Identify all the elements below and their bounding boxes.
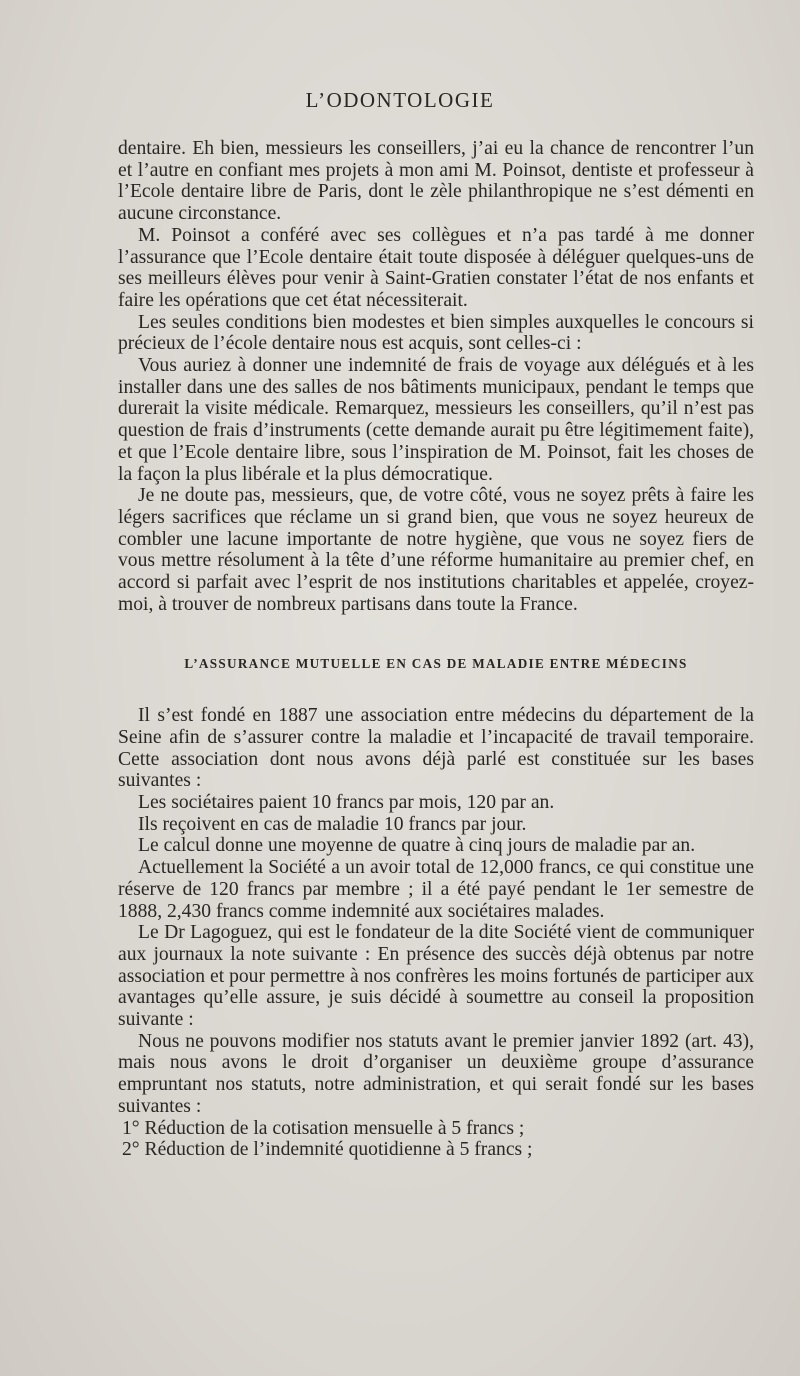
section-title: L’ASSURANCE MUTUELLE EN CAS DE MALADIE ENTRE MÉDECINS <box>184 656 688 672</box>
paragraph: Les seules conditions bien modestes et bien simples auxquelles le concours si précieux de l’école dentaire nous est acquis, sont celles-ci : <box>118 311 754 355</box>
section-spacer <box>118 675 754 705</box>
paragraph: Vous auriez à donner une indemnité de frais de voyage aux délégués et à les installer dans une des salles de nos bâtiments municipaux, pendant le temps que durerait la visite médicale. Remarquez, messieurs les conseillers, qu’il n’est pas question de frais d’instruments (cette demande aurait pu être légitimement faite), et que l’Ecole dentaire libre, sous l’inspiration de M. Poinsot, fait les choses de la façon la plus libérale et la plus démocratique. <box>118 355 754 485</box>
running-head: L’ODONTOLOGIE <box>305 88 495 112</box>
paragraph: Actuellement la Société a un avoir total de 12,000 francs, ce qui constitue une réserve de 120 francs par membre ; il a été payé pendant le 1er semestre de 1888, 2,430 francs comme indemnité aux sociétaires malades. <box>118 857 754 922</box>
paragraph: Le Dr Lagoguez, qui est le fondateur de la dite Société vient de communiquer aux journaux la note suivante : En présence des succès déjà obtenus par notre association et pour permettre à nos confrères les moins fortunés de participer aux avantages qu’elle assure, je suis décidé à soumettre au conseil la proposition suivante : <box>118 922 754 1031</box>
paragraph: Ils reçoivent en cas de maladie 10 francs par jour. <box>138 813 527 835</box>
paragraph: M. Poinsot a conféré avec ses collègues et n’a pas tardé à me donner l’assurance que l’Ecole dentaire était toute disposée à déléguer quelques-uns de ses meilleurs élèves pour venir à Saint-Gratien constater l’état de nos enfants et faire les opérations que cet état nécessiterait. <box>118 224 754 311</box>
paragraph: Les sociétaires paient 10 francs par mois, 120 par an. <box>138 791 555 813</box>
paragraph: Nous ne pouvons modifier nos statuts avant le premier janvier 1892 (art. 43), mais nous avons le droit d’organiser un deuxième groupe d’assurance empruntant nos statuts, notre administration, et qui serait fondé sur les bases suivantes : <box>118 1030 754 1117</box>
paragraph: dentaire. Eh bien, messieurs les conseillers, j’ai eu la chance de rencontrer l’un et l’autre en confiant mes projets à mon ami M. Poinsot, dentiste et professeur à l’Ecole dentaire libre de Paris, dont le zèle philanthropique ne s’est démenti en aucune circonstance. <box>118 138 754 225</box>
list-item: 1° Réduction de la cotisation mensuelle à 5 francs ; <box>122 1117 525 1139</box>
paragraph: Le calcul donne une moyenne de quatre à cinq jours de maladie par an. <box>138 835 696 857</box>
paragraph: Je ne doute pas, messieurs, que, de votre côté, vous ne soyez prêts à faire les légers sacrifices que réclame un si grand bien, que vous ne soyez heureux de combler une lacune importante de notre hygiène, que vous ne soyez fiers de vous mettre résolument à la tête d’une réforme humanitaire au premier chef, en accord si parfait avec l’esprit de nos institutions charitables et appelée, croyez-moi, à trouver de nombreux partisans dans toute la France. <box>118 485 754 615</box>
list-item: 2° Réduction de l’indemnité quotidienne à 5 francs ; <box>122 1139 533 1161</box>
paragraph: Il s’est fondé en 1887 une association entre médecins du département de la Seine afin de s’assurer contre la maladie et l’incapacité de travail temporaire. Cette association dont nous avons déjà parlé est constituée sur les bases suivantes : <box>118 705 754 792</box>
section-spacer <box>118 615 754 653</box>
page-body <box>118 138 754 1161</box>
